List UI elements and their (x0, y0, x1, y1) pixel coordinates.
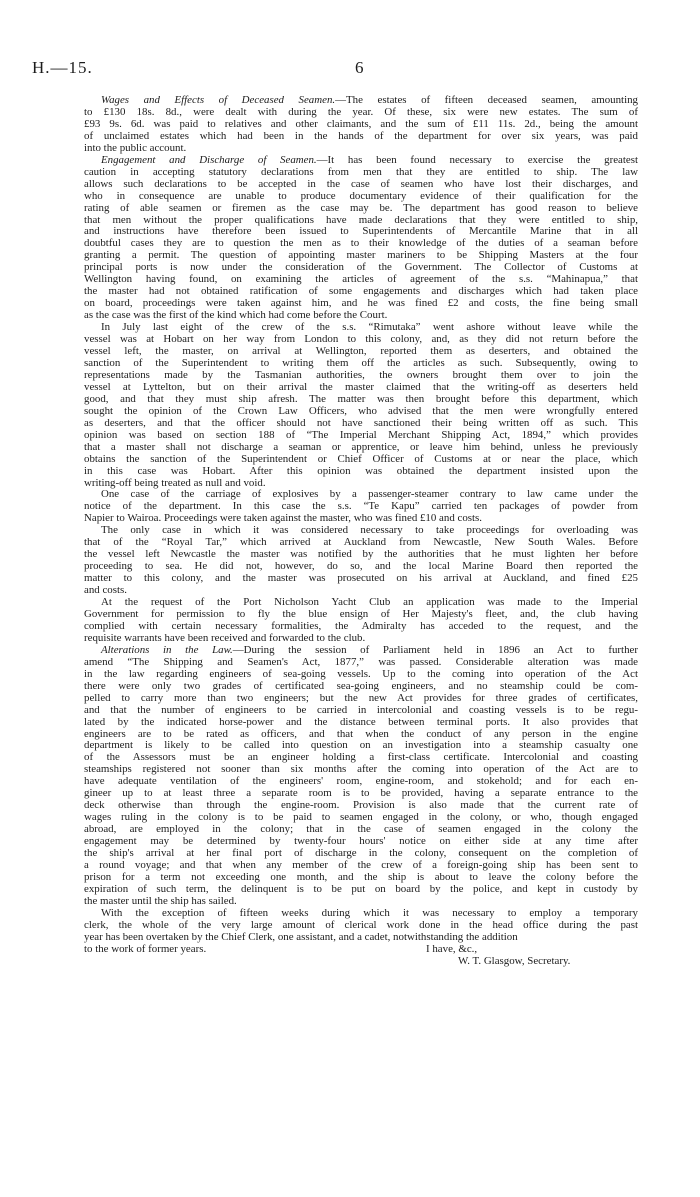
text-line (84, 645, 638, 657)
text-line: and costs. (84, 584, 127, 597)
text-line: of unclaimed estates which had been in the hands of the department for over six years, was paid (84, 129, 638, 142)
text-line: principal ports is now under the consideration of the Government. The Collector of Customs at (84, 261, 638, 274)
text-line: the master had not obtained ratification of some engagements and discharges which had taken place (84, 285, 638, 298)
line-text: With the exception of fifteen weeks during which it was necessary to employ a temporary (101, 906, 638, 919)
text-line: rating of able seamen or firemen as the case may be. The department has good reason to believe (84, 201, 638, 214)
signature: W. T. Glasgow, Secretary. (458, 954, 571, 967)
document-reference: H.—15. (32, 58, 93, 77)
text-line: clerk, the whole of the very large amount of clerical work done in the head office during the past (84, 918, 638, 931)
text-line: who in consequence are unable to produce documentary evidence of their qualification for the (84, 189, 638, 202)
text-line: representations made by the Tasmanian authorities, the owners brought them over to join the (84, 368, 638, 381)
text-line: engagement may be determined by twenty-four hours' notice on either side at any time after (84, 835, 638, 848)
text-line: caution in accepting statutory declarations from men that they are entitled to ship. The law (84, 165, 638, 178)
line-text: One case of the carriage of explosives by a passenger-steamer contrary to law came under the (101, 488, 638, 501)
text-line: that of the “Royal Tar,” which arrived at Auckland from Newcastle, New South Wales. Before (84, 536, 638, 549)
text-line (84, 908, 638, 920)
text-line: proceeding to sea. He did not, however, do so, and the local Marine Board then reported the (84, 560, 638, 573)
line-text: In July last eight of the crew of the s.s. “Rimutaka” went ashore without leave while the (101, 321, 638, 334)
text-line: Napier to Wairoa. Proceedings were taken against the master, who was fined £10 and costs. (84, 512, 482, 525)
line-text: At the request of the Port Nicholson Yacht Club an application was made to the Imperial (101, 596, 638, 609)
section-heading: Engagement and Discharge of Seamen. (101, 153, 317, 166)
text-line: requisite warrants have been received and forwarded to the club. (84, 631, 366, 644)
text-line: notice of the department. In this case the s.s. “Te Kapu” carried ten packages of powder from (84, 500, 638, 513)
text-line: vessel at Lyttelton, but on their arrival the master claimed that the writing-off as deserters held (84, 380, 638, 393)
line-text: —It has been found necessary to exercise the greatest (316, 153, 638, 166)
text-line: allows such declarations to be accepted in the case of seamen who have lost their discharges, and (84, 177, 638, 190)
text-line: and instructions have therefore been issued to Superintendents of Mercantile Marine that in all (84, 225, 638, 238)
text-line: the ship's arrival at her final port of discharge in the colony, consequent on the completion of (84, 847, 638, 860)
line-text: —During the session of Parliament held in 1896 an Act to further (232, 643, 638, 656)
text-line: to £130 18s. 8d., were dealt with during the year. Of these, six were new estates. The sum of (84, 105, 638, 118)
page-header (32, 58, 668, 82)
paragraph (84, 645, 638, 908)
text-line: expiration of such term, the delinquent is to be put on board by the police, and kept in custody by (84, 882, 638, 895)
text-line: sanction of the Superintendent to writing them off the articles as such. Subsequently, owing to (84, 356, 638, 369)
text-line: and that the number of engineers to be carried in intercolonial and coasting vessels is to be regu- (84, 703, 638, 716)
text-line: doubtful cases they are to question the men as to their knowledge of the duties of a seaman before (84, 237, 638, 250)
text-line: a round voyage; and that when any member of the crew of a foreign-going ship has been sent to (84, 859, 638, 871)
text-line: in the law regarding engineers of sea-going vessels. Up to the coming into operation of the Act (84, 667, 638, 680)
text-line: of the Assessors must be an engineer holding a first-class certificate. Intercolonial and coasting (84, 751, 638, 764)
text-line: sought the opinion of the Crown Law Officers, who advised that the men were wrongfully entered (84, 404, 638, 417)
text-line: wages ruling in the colony is to be paid to seamen engaged in the colony, or who, though engaged (84, 811, 638, 824)
paragraph (84, 908, 638, 944)
text-line: opinion was based on section 188 of “The Imperial Merchant Shipping Act, 1894,” which provides (84, 428, 638, 441)
text-line: complied with certain necessary formalities, the Admiralty has acceded to the request, and the (84, 619, 638, 632)
text-line (84, 155, 638, 167)
text-line: deck otherwise than through the engine-room. Provision is also made that the current rate of (84, 799, 638, 812)
paragraph (84, 155, 638, 322)
text-line: Wellington having found, on examining the articles of agreement of the s.s. “Mahinapua,” that (84, 273, 638, 286)
text-line: lated by the indicated horse-power and the distance between terminal ports. It also provides that (84, 715, 638, 728)
text-line: that men without the proper qualifications have made declarations that they were entitled to ship, (84, 213, 638, 226)
text-line: £93 9s. 6d. was paid to relatives and other claimants, and the sum of £11 11s. 2d., being the amount (84, 117, 638, 130)
text-line: pelled to carry more than two engineers; but the new Act provides for three grades of certificates, (84, 691, 638, 704)
text-line: on board, proceedings were taken against him, and he was fined £2 and costs, the fine being small (84, 297, 638, 310)
section-heading: Alterations in the Law. (101, 643, 233, 656)
text-line: gineer up to at least three a separate room is to be provided, having a separate entrance to the (84, 787, 638, 800)
text-line: steamships registered not sooner than six months after the coming into operation of the Act are to (84, 763, 638, 776)
text-line: engineers are to be rated as officers, and that when the conduct of any person in the engine (84, 727, 638, 740)
text-line: good, and that they must ship afresh. The matter was then brought before this department, which (84, 392, 638, 405)
line-text: —The estates of fifteen deceased seamen, amounting (335, 94, 638, 106)
text-line: granting a permit. The question of appointing master mariners to be Shipping Masters at the four (84, 249, 638, 262)
text-line: in this case was Hobart. After this opinion was obtained the department insisted upon the (84, 464, 638, 477)
paragraph (84, 597, 638, 645)
paragraph (84, 322, 638, 489)
closing-line (84, 944, 638, 956)
text-line: abroad, are employed in the colony; that in the case of seamen engaged in the colony the (84, 823, 638, 836)
text-line: Government for permission to fly the blue ensign of Her Majesty's fleet, and, the club having (84, 607, 638, 620)
text-line: as the case was the first of the kind which had come before the Court. (84, 309, 388, 322)
page-number: 6 (355, 58, 364, 77)
text-line: have adequate ventilation of the engineers' room, engine-room, and stokehold; and for each en- (84, 775, 638, 788)
paragraph (84, 525, 638, 597)
text-line: matter to this colony, and the master was prosecuted on his arrival at Auckland, and fined £25 (84, 572, 638, 585)
text-line: writing-off being treated as null and void. (84, 476, 266, 489)
line-text: The only case in which it was considered necessary to take proceedings for overloading was (101, 524, 638, 537)
text-line: the vessel left Newcastle the master was notified by the authorities that he must lighten her before (84, 548, 638, 561)
paragraph (84, 95, 638, 155)
text-line: that a master shall not discharge a seaman or apprentice, or leave him behind, unless he previously (84, 440, 638, 453)
text-line: into the public account. (84, 141, 187, 154)
text-line: obtains the sanction of the Superintendent or Chief Officer of Customs at or near the place, which (84, 452, 638, 465)
valediction: I have, &c., (426, 942, 478, 955)
text-line: department is likely to be called into question on an investigation into a steamship casualty one (84, 739, 638, 752)
text-line: the master until the ship has sailed. (84, 894, 237, 907)
text-line: year has been overtaken by the Chief Clerk, one assistant, and a cadet, notwithstanding the addition (84, 930, 518, 943)
text-line: as deserters, and that the officer should not have sanctioned their being written off as such. This (84, 416, 638, 429)
paragraph (84, 489, 638, 525)
report-body (84, 95, 638, 968)
text-line: vessel was at Hobart on her way from London to this colony, and, as they did not return before the (84, 333, 638, 346)
text-line: vessel left, the master, on arrival at Wellington, reported them as deserters, and obtained the (84, 345, 638, 358)
text-line: prison for a term not exceeding one month, and the ship is about to leave the colony before the (84, 870, 638, 883)
text-line: there were only two grades of certificated sea-going engineers, and no steamship could be com- (84, 679, 638, 692)
text-line: amend “The Shipping and Seamen's Act, 1877,” was passed. Considerable alteration was made (84, 655, 638, 668)
closing-text: to the work of former years. (84, 942, 207, 955)
section-heading: Wages and Effects of Deceased Seamen. (101, 94, 336, 106)
